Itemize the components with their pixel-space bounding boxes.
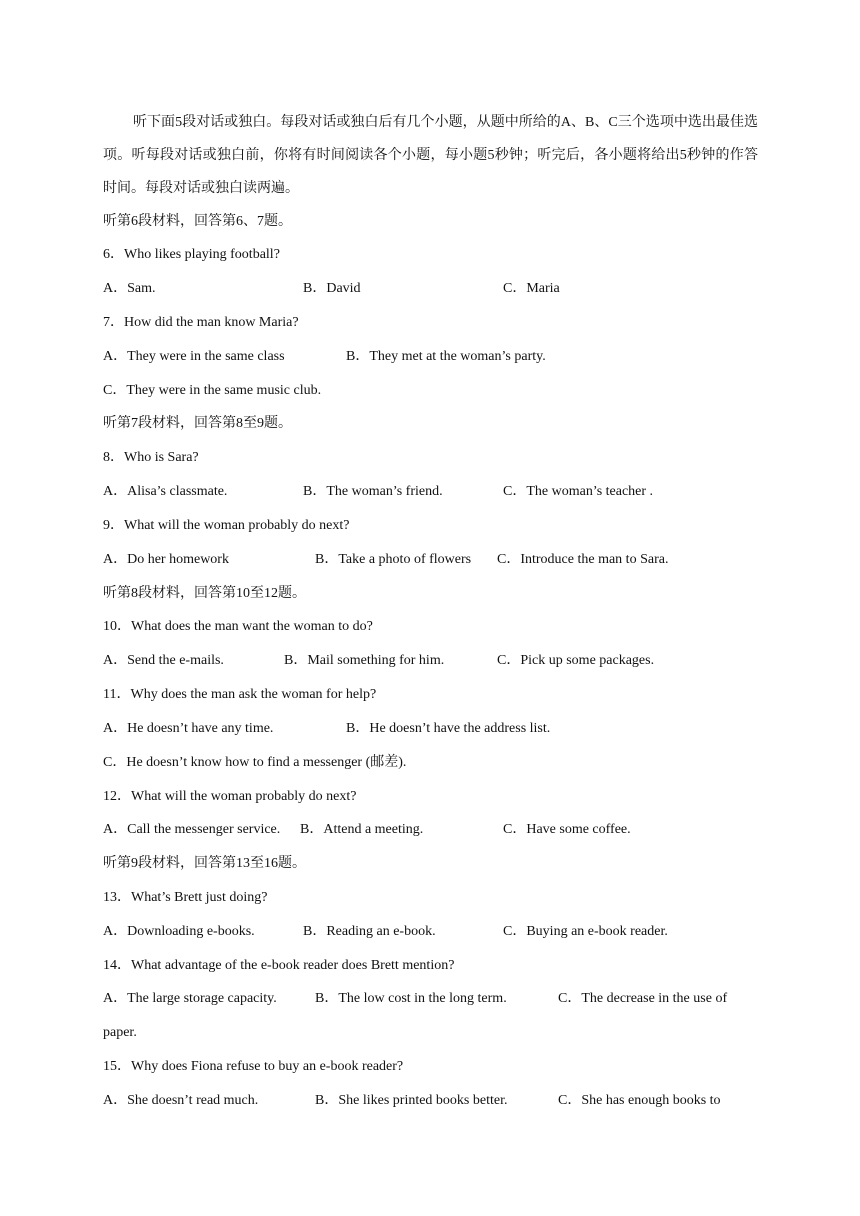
question-15-options [103, 1091, 721, 1111]
option-b: B．They met at the woman’s party. [346, 349, 546, 364]
option-c: C．She has enough books to [558, 1093, 721, 1108]
question-15-stem: 15．Why does Fiona refuse to buy an e-book reader? [103, 1059, 404, 1074]
question-14-stem: 14．What advantage of the e-book reader does Brett mention? [103, 958, 455, 973]
question-14-option-c-continued: paper. [103, 1025, 137, 1040]
question-9-options [103, 550, 669, 570]
section-heading-8: 听第8段材料，回答第10至12题。 [103, 586, 306, 601]
option-a: A．He doesn’t have any time. [103, 721, 274, 736]
option-c: C．Introduce the man to Sara. [497, 552, 669, 567]
option-a: A．The large storage capacity. [103, 991, 277, 1006]
option-b: B．He doesn’t have the address list. [346, 721, 551, 736]
question-9-stem: 9．What will the woman probably do next? [103, 518, 350, 533]
section-heading-7: 听第7段材料，回答第8至9题。 [103, 416, 292, 431]
option-a: A．Alisa’s classmate. [103, 484, 228, 499]
option-c: C．Maria [503, 281, 560, 296]
section-heading-9: 听第9段材料，回答第13至16题。 [103, 856, 306, 871]
section-heading-6: 听第6段材料，回答第6、7题。 [103, 214, 292, 229]
option-b: B．Reading an e-book. [303, 924, 436, 939]
question-14-options [103, 989, 728, 1009]
option-c: C．Have some coffee. [503, 822, 631, 837]
option-a: A．Do her homework [103, 552, 229, 567]
option-a: A．She doesn’t read much. [103, 1093, 259, 1108]
option-b: B．The woman’s friend. [303, 484, 443, 499]
question-11-option-c: C．He doesn’t know how to find a messenger (邮差). [103, 755, 407, 770]
question-13-stem: 13．What’s Brett just doing? [103, 890, 268, 905]
option-b: B．The low cost in the long term. [315, 991, 507, 1006]
question-12-options [103, 820, 631, 840]
question-6-stem: 6．Who likes playing football? [103, 247, 280, 262]
question-10-options [103, 651, 655, 671]
option-c: C．The decrease in the use of [558, 991, 728, 1006]
question-6-options [103, 279, 560, 299]
option-c: C．Buying an e-book reader. [503, 924, 668, 939]
option-a: A．Sam. [103, 281, 156, 296]
option-b: B．Mail something for him. [284, 653, 445, 668]
question-13-options [103, 922, 668, 942]
question-11-options [103, 719, 551, 739]
option-a: A．Call the messenger service. [103, 822, 281, 837]
option-b: B．Attend a meeting. [300, 822, 424, 837]
question-7-options [103, 347, 546, 367]
option-b: B．David [303, 281, 361, 296]
question-10-stem: 10．What does the man want the woman to do? [103, 619, 373, 634]
question-8-options [103, 482, 654, 502]
option-b: B．Take a photo of flowers [315, 552, 472, 567]
question-11-stem: 11．Why does the man ask the woman for help? [103, 687, 377, 702]
option-a: A．Downloading e-books. [103, 924, 255, 939]
question-7-option-c: C．They were in the same music club. [103, 383, 322, 398]
option-a: A．They were in the same class [103, 349, 285, 364]
question-8-stem: 8．Who is Sara? [103, 450, 199, 465]
question-12-stem: 12．What will the woman probably do next? [103, 789, 357, 804]
option-c: C．Pick up some packages. [497, 653, 655, 668]
option-c: C．The woman’s teacher . [503, 484, 654, 499]
option-b: B．She likes printed books better. [315, 1093, 508, 1108]
instructions-paragraph: 听下面5段对话或独白。每段对话或独白后有几个小题，从题中所给的A、B、C三个选项中选出最佳选项。听每段对话或独白前，你将有时间阅读各个小题，每小题5秒钟；听完后，各小题将给出5秒钟的作答时间。每段对话或独白读两遍。 [103, 115, 758, 196]
question-7-stem: 7．How did the man know Maria? [103, 315, 299, 330]
option-a: A．Send the e-mails. [103, 653, 224, 668]
